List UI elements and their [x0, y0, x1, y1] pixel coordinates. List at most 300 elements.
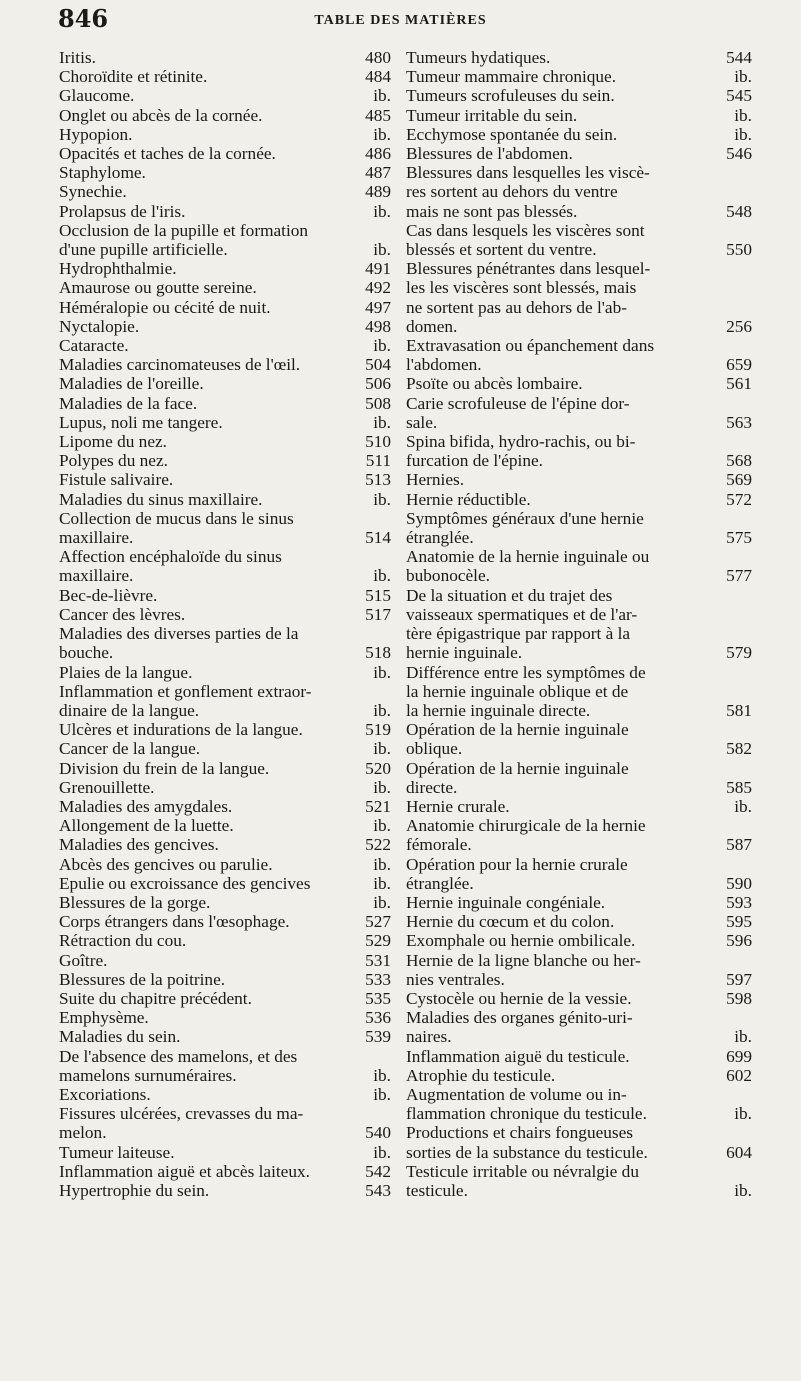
toc-entry-line: mais ne sont pas blessés. [406, 201, 578, 221]
toc-entry [59, 374, 391, 393]
toc-entry-title [406, 816, 724, 854]
toc-entry-line: Hernies. [406, 470, 465, 490]
toc-entry-page: 590 [726, 873, 752, 893]
toc-entry-line: hernie inguinale. [406, 643, 523, 663]
toc-entry-line: Inflammation et gonflement extraor- [59, 681, 312, 701]
toc-entry-line: Maladies du sein. [59, 1027, 181, 1047]
toc-entry [59, 355, 391, 374]
toc-entry-line: Staphylome. [59, 163, 146, 183]
page-number: 846 [58, 4, 109, 33]
toc-entry [59, 1104, 391, 1142]
toc-entry [406, 470, 752, 489]
toc-entry [406, 1123, 752, 1161]
toc-entry [406, 86, 752, 105]
toc-entry-line: Opération de la hernie inguinale [406, 758, 629, 778]
toc-entry [406, 759, 752, 797]
toc-entry-title [406, 547, 724, 585]
toc-entry [59, 970, 391, 989]
toc-entry-line: Maladies carcinomateuses de l'œil. [59, 355, 301, 375]
toc-entry-title [59, 221, 363, 259]
toc-entry-line: De l'absence des mamelons, et des [59, 1046, 298, 1066]
toc-entry-page: 487 [365, 163, 391, 183]
toc-entry-page: 598 [726, 988, 752, 1008]
toc-entry [59, 182, 391, 201]
toc-entry-line: Blessures pénétrantes dans lesquel- [406, 259, 651, 279]
toc-entry-page: 498 [365, 316, 391, 336]
toc-entry-line: Maladies de l'oreille. [59, 374, 204, 394]
toc-entry-title [59, 874, 363, 893]
toc-entry-title [406, 951, 724, 989]
toc-entry-page: ib. [373, 777, 391, 797]
toc-entry-page: 542 [365, 1161, 391, 1181]
toc-entry-line: bubonocèle. [406, 566, 490, 586]
toc-entry-line: étranglée. [406, 528, 474, 548]
toc-entry-title [59, 1047, 363, 1085]
toc-entry [406, 1047, 752, 1066]
toc-entry-page: 579 [726, 643, 752, 663]
toc-entry [406, 547, 752, 585]
toc-entry-title [59, 67, 363, 86]
toc-entry-line: ne sortent pas au dehors de l'ab- [406, 297, 627, 317]
toc-entry-page: 519 [365, 720, 391, 740]
toc-entry-line: Maladies du sinus maxillaire. [59, 489, 263, 509]
toc-entry-page: 545 [726, 86, 752, 106]
toc-entry-page: 587 [726, 835, 752, 855]
toc-entry-line: Anatomie chirurgicale de la hernie [406, 816, 646, 836]
toc-entry-title [406, 374, 724, 393]
toc-entry-line: la hernie inguinale directe. [406, 700, 591, 720]
toc-entry-page: 485 [365, 105, 391, 125]
toc-entry-page: 522 [365, 835, 391, 855]
toc-entry-line: bouche. [59, 643, 114, 663]
toc-entry-line: Extravasation ou épanchement dans [406, 336, 655, 356]
toc-entry-page: 515 [365, 585, 391, 605]
toc-entry [59, 394, 391, 413]
toc-entry-line: Collection de mucus dans le sinus [59, 508, 294, 528]
toc-entry-title [406, 1085, 724, 1123]
toc-entry-line: blessés et sortent du ventre. [406, 240, 597, 260]
toc-entry-title [59, 759, 363, 778]
toc-entry-page: 508 [365, 393, 391, 413]
toc-entry-line: sorties de la substance du testicule. [406, 1142, 648, 1162]
toc-entry [59, 1047, 391, 1085]
toc-entry-line: vaisseaux spermatiques et de l'ar- [406, 604, 638, 624]
toc-entry-line: Corps étrangers dans l'œsophage. [59, 912, 290, 932]
running-title: TABLE DES MATIÈRES [314, 13, 487, 28]
toc-entry [406, 1162, 752, 1200]
toc-entry [59, 48, 391, 67]
toc-entry-title [406, 1123, 724, 1161]
toc-entry-line: Inflammation aiguë du testicule. [406, 1046, 630, 1066]
toc-entry-line: Opacités et taches de la cornée. [59, 144, 276, 164]
toc-entry [59, 1181, 391, 1200]
toc-entry-page: 540 [365, 1123, 391, 1143]
toc-entry-line: maxillaire. [59, 566, 134, 586]
toc-entry-page: 539 [365, 1027, 391, 1047]
toc-entry-line: Différence entre les symptômes de [406, 662, 646, 682]
toc-entry [59, 470, 391, 489]
toc-entry-title [59, 336, 363, 355]
toc-entry-line: Inflammation aiguë et abcès laiteux. [59, 1161, 310, 1181]
toc-entry-line: les les viscères sont blessés, mais [406, 278, 637, 298]
toc-entry [406, 951, 752, 989]
toc-entry-line: Hypertrophie du sein. [59, 1180, 210, 1200]
toc-entry [406, 490, 752, 509]
toc-entry-title [406, 586, 724, 663]
left-column [59, 48, 391, 1200]
toc-entry [59, 1027, 391, 1046]
toc-entry-line: Iritis. [59, 48, 96, 67]
toc-entry-page: ib. [373, 412, 391, 432]
toc-entry-line: Polypes du nez. [59, 451, 168, 471]
toc-entry-title [59, 374, 363, 393]
toc-entry-title [406, 1008, 724, 1046]
toc-entry-page: ib. [373, 86, 391, 106]
toc-entry-title [59, 893, 363, 912]
toc-entry-title [406, 86, 724, 105]
toc-entry-page: ib. [373, 336, 391, 356]
toc-entry-line: Ulcères et indurations de la langue. [59, 720, 303, 740]
toc-entry-page: 510 [365, 432, 391, 452]
toc-entry [406, 509, 752, 547]
toc-entry-page: 480 [365, 48, 391, 67]
toc-entry-line: Cataracte. [59, 336, 129, 356]
toc-entry-title [406, 797, 724, 816]
toc-entry-title [59, 816, 363, 835]
toc-entry-title [406, 67, 724, 86]
toc-entry-title [59, 125, 363, 144]
toc-entry-page: 568 [726, 451, 752, 471]
toc-entry-page: 548 [726, 201, 752, 221]
toc-entry-line: Maladies des organes génito-uri- [406, 1008, 633, 1028]
toc-entry-line: Blessures de la gorge. [59, 892, 211, 912]
toc-entry [59, 1008, 391, 1027]
toc-entry-line: melon. [59, 1123, 107, 1143]
toc-entry-line: tère épigastrique par rapport à la [406, 624, 631, 644]
toc-entry-title [59, 547, 363, 585]
toc-entry-line: directe. [406, 777, 458, 797]
toc-entry-line: mamelons surnuméraires. [59, 1065, 237, 1085]
toc-entry-title [59, 778, 363, 797]
toc-entry-line: Tumeur laiteuse. [59, 1142, 175, 1162]
toc-entry-title [59, 624, 363, 662]
toc-entry-line: Hernie crurale. [406, 796, 510, 816]
toc-entry-title [59, 1181, 363, 1200]
toc-entry-line: Tumeur mammaire chronique. [406, 67, 617, 87]
toc-entry-title [59, 931, 363, 950]
toc-entry-title [59, 298, 363, 317]
toc-entry-title [59, 951, 363, 970]
toc-entry [59, 663, 391, 682]
toc-entry-page: 484 [365, 67, 391, 87]
toc-entry [406, 720, 752, 758]
toc-entry-title [59, 451, 363, 470]
toc-entry [406, 1085, 752, 1123]
toc-entry-line: domen. [406, 316, 458, 336]
toc-entry [406, 989, 752, 1008]
toc-entry [59, 720, 391, 739]
toc-entry-page: ib. [373, 739, 391, 759]
toc-entry-title [59, 1162, 363, 1181]
toc-entry-title [59, 682, 363, 720]
toc-entry-page: 504 [365, 355, 391, 375]
toc-entry-page: ib. [734, 105, 752, 125]
toc-entry-page: 602 [726, 1065, 752, 1085]
toc-entry-page: 536 [365, 1008, 391, 1028]
toc-entry-line: Occlusion de la pupille et formation [59, 220, 309, 240]
toc-entry-title [406, 855, 724, 893]
toc-entry-page: ib. [373, 201, 391, 221]
toc-entry-page: ib. [734, 124, 752, 144]
toc-entry-page: 585 [726, 777, 752, 797]
toc-entry-line: Hernie du cœcum et du colon. [406, 912, 615, 932]
toc-entry [59, 624, 391, 662]
toc-entry-line: sale. [406, 412, 438, 432]
toc-entry [406, 855, 752, 893]
toc-entry-page: 506 [365, 374, 391, 394]
toc-entry-line: Blessures de l'abdomen. [406, 144, 573, 164]
toc-entry-title [59, 86, 363, 105]
toc-entry-title [59, 970, 363, 989]
toc-entry [406, 816, 752, 854]
toc-entry-line: Nyctalopie. [59, 316, 140, 336]
toc-entry-page: ib. [373, 873, 391, 893]
toc-entry-line: Suite du chapitre précédent. [59, 988, 252, 1008]
toc-entry [406, 67, 752, 86]
toc-entry-page: 521 [365, 796, 391, 816]
toc-entry-page: 699 [726, 1046, 752, 1066]
toc-entry-title [59, 259, 363, 278]
toc-entry [59, 317, 391, 336]
toc-entry-line: oblique. [406, 739, 463, 759]
toc-entry-page: 531 [365, 950, 391, 970]
toc-entry-line: furcation de l'épine. [406, 451, 543, 471]
toc-entry-title [406, 336, 724, 374]
toc-entry-line: Maladies des amygdales. [59, 796, 233, 816]
toc-entry [59, 432, 391, 451]
toc-entry-line: Hydrophthalmie. [59, 259, 177, 279]
toc-entry-title [59, 163, 363, 182]
toc-entry-title [406, 893, 724, 912]
toc-entry-page: ib. [373, 892, 391, 912]
toc-entry-page: ib. [373, 1065, 391, 1085]
toc-entry-line: Amaurose ou goutte sereine. [59, 278, 257, 298]
toc-entry-title [406, 720, 724, 758]
toc-entry [59, 586, 391, 605]
toc-entry [406, 125, 752, 144]
toc-entry [59, 1085, 391, 1104]
toc-entry-line: Plaies de la langue. [59, 662, 193, 682]
toc-entry [406, 48, 752, 67]
toc-entry-page: 520 [365, 758, 391, 778]
toc-entry [59, 144, 391, 163]
toc-entry-page: 256 [726, 316, 752, 336]
toc-entry [59, 931, 391, 950]
toc-entry-title [59, 317, 363, 336]
toc-entry [406, 432, 752, 470]
toc-entry [59, 278, 391, 297]
toc-entry-page: 491 [365, 259, 391, 279]
toc-entry-page: 533 [365, 969, 391, 989]
toc-entry-line: Fistule salivaire. [59, 470, 174, 490]
toc-entry [406, 221, 752, 259]
toc-entry-page: 563 [726, 412, 752, 432]
toc-entry-line: testicule. [406, 1180, 468, 1200]
toc-entry-line: Division du frein de la langue. [59, 758, 270, 778]
toc-entry-page: 569 [726, 470, 752, 490]
toc-entry [59, 682, 391, 720]
toc-entry [59, 605, 391, 624]
toc-entry-line: d'une pupille artificielle. [59, 240, 228, 260]
toc-entry-page: 572 [726, 489, 752, 509]
toc-entry [59, 509, 391, 547]
toc-entry-line: Opération pour la hernie crurale [406, 854, 628, 874]
toc-entry-title [59, 912, 363, 931]
toc-entry-title [406, 163, 724, 221]
toc-entry [406, 374, 752, 393]
toc-entry-line: Bec-de-lièvre. [59, 585, 158, 605]
toc-entry-title [59, 1027, 363, 1046]
toc-entry-title [406, 470, 724, 489]
toc-entry [59, 739, 391, 758]
toc-entry-line: Goître. [59, 950, 108, 970]
toc-entry-line: Hernie inguinale congéniale. [406, 892, 606, 912]
toc-entry-line: Atrophie du testicule. [406, 1065, 556, 1085]
toc-entry [406, 586, 752, 663]
toc-entry-line: De la situation et du trajet des [406, 585, 613, 605]
toc-entry-line: Synechie. [59, 182, 127, 202]
toc-entry-line: Fissures ulcérées, crevasses du ma- [59, 1104, 304, 1124]
toc-entry [59, 259, 391, 278]
toc-entry-title [59, 355, 363, 374]
toc-entry-line: res sortent au dehors du ventre [406, 182, 618, 202]
toc-entry [59, 547, 391, 585]
toc-entry [406, 106, 752, 125]
toc-entry-line: Choroïdite et rétinite. [59, 67, 208, 87]
toc-entry [59, 298, 391, 317]
toc-entry-page: 543 [365, 1180, 391, 1200]
toc-entry-title [406, 1047, 724, 1066]
toc-entry-title [406, 931, 724, 950]
toc-entry-title [406, 663, 724, 721]
toc-entry-page: ib. [373, 489, 391, 509]
toc-entry-title [406, 259, 724, 336]
toc-entry-line: Blessures dans lesquelles les viscè- [406, 163, 650, 183]
toc-entry-line: Cas dans lesquels les viscères sont [406, 220, 645, 240]
toc-entry [406, 259, 752, 336]
toc-entry-line: nies ventrales. [406, 969, 505, 989]
toc-entry-line: Tumeurs scrofuleuses du sein. [406, 86, 615, 106]
toc-entry-page: ib. [373, 700, 391, 720]
toc-entry-title [406, 394, 724, 432]
toc-entry-line: Anatomie de la hernie inguinale ou [406, 547, 650, 567]
toc-entry-page: ib. [734, 1027, 752, 1047]
toc-entry-page: 511 [365, 451, 391, 471]
toc-entry-title [59, 855, 363, 874]
toc-entry-page: 518 [365, 643, 391, 663]
toc-entry [406, 144, 752, 163]
toc-entry-line: Maladies des diverses parties de la [59, 624, 299, 644]
toc-entry [59, 163, 391, 182]
toc-entry-line: Lupus, noli me tangere. [59, 412, 223, 432]
toc-entry-line: Affection encéphaloïde du sinus [59, 547, 282, 567]
toc-entry [59, 490, 391, 509]
toc-entry-page: ib. [373, 566, 391, 586]
toc-entry-line: Rétraction du cou. [59, 931, 187, 951]
toc-entry-title [406, 912, 724, 931]
toc-entry [59, 893, 391, 912]
toc-entry-page: ib. [373, 816, 391, 836]
toc-entry-title [59, 394, 363, 413]
toc-entry [59, 67, 391, 86]
toc-entry-page: ib. [373, 240, 391, 260]
toc-entry-line: Epulie ou excroissance des gencives [59, 873, 311, 893]
toc-entry-title [406, 989, 724, 1008]
toc-entry-line: Lipome du nez. [59, 432, 167, 452]
toc-entry-line: Onglet ou abcès de la cornée. [59, 105, 263, 125]
toc-entry [406, 912, 752, 931]
toc-entry-page: 492 [365, 278, 391, 298]
toc-entry-title [59, 663, 363, 682]
toc-entry-line: étranglée. [406, 873, 474, 893]
toc-entry [59, 816, 391, 835]
toc-entry-line: Abcès des gencives ou parulie. [59, 854, 273, 874]
toc-entry-page: ib. [373, 1084, 391, 1104]
toc-entry-page: 489 [365, 182, 391, 202]
toc-entry [59, 874, 391, 893]
toc-entry [59, 855, 391, 874]
toc-entry-title [406, 48, 724, 67]
toc-entry-line: l'abdomen. [406, 355, 482, 375]
toc-entry-page: 595 [726, 912, 752, 932]
toc-entry-line: Exomphale ou hernie ombilicale. [406, 931, 636, 951]
toc-entry-title [406, 1066, 724, 1085]
toc-entry-title [59, 1008, 363, 1027]
toc-entry-page: 561 [726, 374, 752, 394]
toc-entry-line: Maladies de la face. [59, 393, 198, 413]
toc-entry-title [59, 432, 363, 451]
toc-entry-title [59, 739, 363, 758]
toc-entry-line: Opération de la hernie inguinale [406, 720, 629, 740]
toc-entry-line: Hypopion. [59, 124, 133, 144]
toc-entry-page: ib. [373, 854, 391, 874]
toc-entry [406, 163, 752, 221]
toc-entry-page: 535 [365, 988, 391, 1008]
toc-entry-title [59, 1085, 363, 1104]
toc-entry-line: Hernie réductible. [406, 489, 531, 509]
toc-entry [59, 912, 391, 931]
toc-entry-title [59, 1143, 363, 1162]
toc-entry [59, 202, 391, 221]
toc-entry-line: Ecchymose spontanée du sein. [406, 124, 618, 144]
toc-entry-page: 659 [726, 355, 752, 375]
toc-entry-title [406, 125, 724, 144]
toc-entry-line: Blessures de la poitrine. [59, 969, 226, 989]
toc-entry-page: 497 [365, 297, 391, 317]
toc-entry-page: 550 [726, 240, 752, 260]
toc-entry-line: Cancer des lèvres. [59, 604, 186, 624]
toc-entry [406, 394, 752, 432]
toc-entry-title [406, 490, 724, 509]
toc-entry-title [59, 470, 363, 489]
toc-entry-page: 514 [365, 528, 391, 548]
toc-entry-page: 517 [365, 604, 391, 624]
toc-entry-page: 581 [726, 700, 752, 720]
toc-entry-title [59, 509, 363, 547]
toc-entry-line: fémorale. [406, 835, 472, 855]
toc-entry-line: Tumeurs hydatiques. [406, 48, 551, 67]
toc-entry-line: maxillaire. [59, 528, 134, 548]
